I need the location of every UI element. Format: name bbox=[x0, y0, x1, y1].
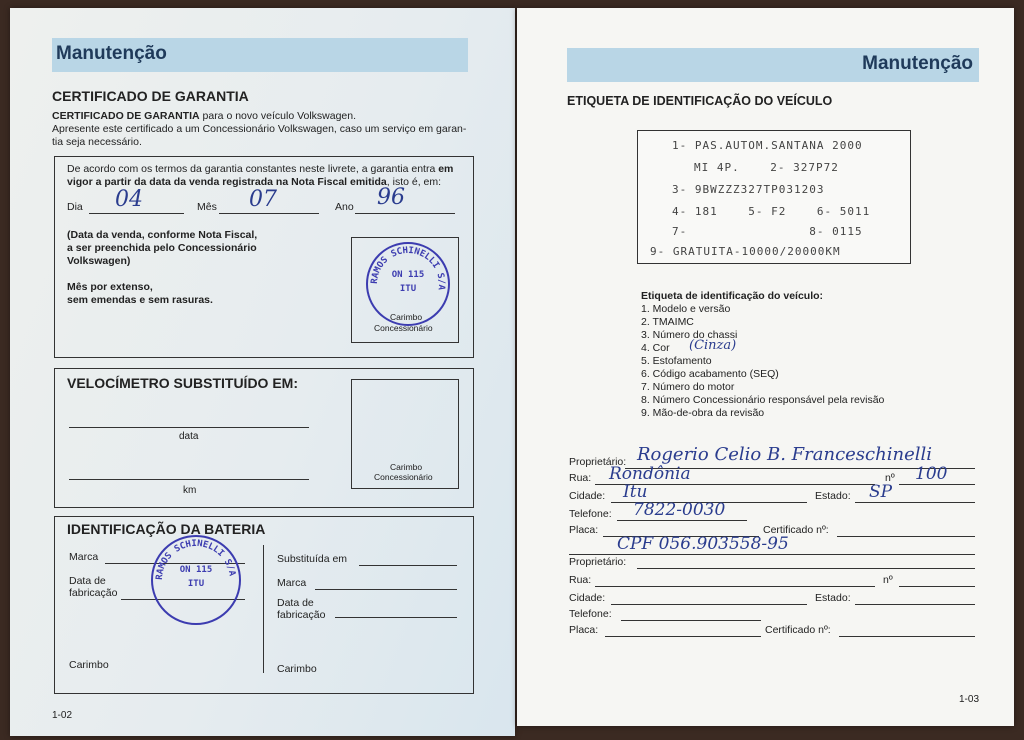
list-item: 7. Número do motor bbox=[641, 381, 735, 393]
warranty-box bbox=[54, 156, 474, 358]
battery-title: IDENTIFICAÇÃO DA BATERIA bbox=[67, 521, 266, 537]
warranty-terms: De acordo com os termos da garantia constantes neste livrete, a garantia entra em vigor a partir da data da venda registrada na Nota Fiscal emitida, isto é, em: bbox=[67, 163, 454, 188]
left-page-number: 1-02 bbox=[52, 710, 73, 721]
ano-value: 96 bbox=[377, 185, 405, 210]
f1-n-label: nº bbox=[885, 472, 895, 484]
list-title: Etiqueta de identificação do veículo: bbox=[641, 290, 824, 302]
dia-line bbox=[89, 213, 184, 214]
velo-km-label: km bbox=[183, 485, 197, 496]
bat-marca2-label: Marca bbox=[277, 577, 307, 589]
list-item: 4. Cor bbox=[641, 342, 670, 354]
svg-text:RAMOS SCHINELLI S/A: RAMOS SCHINELLI S/A bbox=[369, 245, 447, 291]
right-page bbox=[517, 8, 1014, 726]
f1-rua-label: Rua: bbox=[569, 472, 592, 484]
f2-certificado-line bbox=[839, 636, 975, 637]
f2-estado-line bbox=[855, 604, 975, 605]
label-row-5: 7- 8- 0115 bbox=[672, 225, 863, 238]
dealer-stamp-box bbox=[351, 237, 459, 343]
stamp-inner-1: ON 115 bbox=[391, 270, 425, 280]
f1-cpf-value: CPF 056.903558-95 bbox=[617, 534, 789, 554]
list-item: 8. Número Concessionário responsável pela revisão bbox=[641, 394, 885, 406]
list-item: 9. Mão-de-obra da revisão bbox=[641, 407, 765, 419]
label-row-3: 3- 9BWZZZ327TP031203 bbox=[672, 183, 825, 196]
f2-n-line bbox=[899, 586, 975, 587]
id-list bbox=[641, 303, 884, 420]
mes-line bbox=[219, 213, 319, 214]
f1-cidade-value: Itu bbox=[623, 482, 648, 502]
f2-n-label: nº bbox=[883, 574, 893, 586]
f1-cidade-label: Cidade: bbox=[569, 490, 606, 502]
right-banner bbox=[567, 48, 979, 82]
speedometer-box bbox=[54, 368, 474, 508]
right-page-number: 1-03 bbox=[959, 694, 980, 705]
f1-telefone-value: 7822-0030 bbox=[633, 500, 726, 520]
bat-carimbo-right: Carimbo bbox=[277, 663, 317, 675]
velo-date-label: data bbox=[179, 431, 199, 442]
velo-carimbo: Carimbo bbox=[390, 462, 423, 472]
f2-telefone-line bbox=[621, 620, 761, 621]
f1-n-value: 100 bbox=[915, 464, 948, 484]
f2-cidade-label: Cidade: bbox=[569, 592, 606, 604]
stamp-inner-2: ITU bbox=[399, 284, 417, 294]
bat-marca-label: Marca bbox=[69, 551, 99, 563]
ano-line bbox=[355, 213, 455, 214]
label-row-6: 9- GRATUITA-10000/20000KM bbox=[650, 245, 841, 258]
battery-divider bbox=[263, 545, 264, 673]
label-row-4: 4- 181 5- F2 6- 5011 bbox=[672, 205, 871, 218]
sale-note: (Data da venda, conforme Nota Fiscal, a ser preenchida pelo Concessionário Volkswagen) Mês por extenso, sem emendas e sem rasuras. bbox=[67, 229, 258, 306]
dealer-stamp bbox=[366, 242, 450, 326]
bat-carimbo-left: Carimbo bbox=[69, 659, 109, 671]
f1-estado-line bbox=[855, 502, 975, 503]
list-item: 5. Estofamento bbox=[641, 355, 712, 367]
ano-label: Ano bbox=[335, 201, 354, 213]
f2-rua-label: Rua: bbox=[569, 574, 592, 586]
dia-label: Dia bbox=[67, 201, 83, 213]
velo-concessionario: Concessionário bbox=[374, 472, 433, 482]
f2-telefone-label: Telefone: bbox=[569, 608, 612, 620]
f1-estado-label: Estado: bbox=[815, 490, 851, 502]
f2-placa-label: Placa: bbox=[569, 624, 599, 636]
bat-data2-label: Data de fabricação bbox=[277, 597, 326, 621]
carimbo-label: Carimbo bbox=[390, 312, 423, 322]
speedometer-title: VELOCÍMETRO SUBSTITUÍDO EM: bbox=[67, 375, 298, 391]
f1-rua-value: Rondônia bbox=[609, 464, 691, 484]
f2-certificado-label: Certificado nº: bbox=[765, 624, 831, 636]
bat-subst-line bbox=[359, 565, 457, 566]
list-item: 6. Código acabamento (SEQ) bbox=[641, 368, 779, 380]
f1-certificado-label: Certificado nº: bbox=[763, 524, 829, 536]
bat-subst-label: Substituída em bbox=[277, 553, 348, 565]
f2-estado-label: Estado: bbox=[815, 592, 851, 604]
label-row-1: 1- PAS.AUTOM.SANTANA 2000 bbox=[672, 139, 863, 152]
f1-cpf-line bbox=[569, 554, 975, 555]
f2-proprietario-line bbox=[637, 568, 975, 569]
dia-value: 04 bbox=[115, 187, 143, 212]
f2-cidade-line bbox=[611, 604, 807, 605]
f1-certificado-line bbox=[837, 536, 975, 537]
bat-stamp-inner-2: ITU bbox=[187, 579, 205, 589]
f1-placa-label: Placa: bbox=[569, 524, 599, 536]
f1-telefone-label: Telefone: bbox=[569, 508, 612, 520]
f2-placa-line bbox=[605, 636, 761, 637]
mes-label: Mês bbox=[197, 201, 217, 213]
list-item: 2. TMAIMC bbox=[641, 316, 694, 328]
concessionario-label: Concessionário bbox=[374, 323, 433, 333]
f2-proprietario-label: Proprietário: bbox=[569, 556, 627, 568]
bat-data-label: Data de fabricação bbox=[69, 575, 118, 599]
bat-data2-line bbox=[335, 617, 457, 618]
f2-rua-line bbox=[595, 586, 875, 587]
svg-text:RAMOS SCHINELLI S/A: RAMOS SCHINELLI S/A bbox=[154, 538, 237, 581]
battery-box bbox=[54, 516, 474, 694]
list-item: 3. Número do chassi bbox=[641, 329, 738, 341]
etiqueta-title: ETIQUETA DE IDENTIFICAÇÃO DO VEÍCULO bbox=[567, 94, 833, 108]
f1-estado-value: SP bbox=[869, 482, 893, 502]
mes-value: 07 bbox=[249, 187, 277, 212]
vehicle-label bbox=[637, 130, 911, 264]
bat-stamp-inner-1: ON 115 bbox=[179, 565, 213, 575]
velo-stamp-box bbox=[351, 379, 459, 489]
left-banner-title: Manutenção bbox=[56, 43, 167, 64]
battery-stamp bbox=[151, 535, 241, 625]
list-item: 1. Modelo e versão bbox=[641, 303, 731, 315]
right-banner-title: Manutenção bbox=[862, 53, 973, 74]
left-banner bbox=[52, 38, 468, 72]
left-page bbox=[10, 8, 515, 736]
f1-proprietario-label: Proprietário: bbox=[569, 456, 627, 468]
label-row-2: MI 4P. 2- 327P72 bbox=[694, 161, 839, 174]
f1-telefone-line bbox=[617, 520, 747, 521]
cert-title: CERTIFICADO DE GARANTIA bbox=[52, 88, 249, 104]
f1-proprietario-value: Rogerio Celio B. Franceschinelli bbox=[637, 444, 932, 465]
velo-date-line bbox=[69, 427, 309, 428]
cert-intro: CERTIFICADO DE GARANTIA para o novo veículo Volkswagen. Apresente este certificado a um Concessionário Volkswagen, caso um serviço em garan- tia seja necessário. bbox=[52, 110, 467, 148]
velo-km-line bbox=[69, 479, 309, 480]
bat-marca2-line bbox=[315, 589, 457, 590]
cor-handwritten: (Cinza) bbox=[689, 338, 737, 353]
f1-n-line bbox=[899, 484, 975, 485]
